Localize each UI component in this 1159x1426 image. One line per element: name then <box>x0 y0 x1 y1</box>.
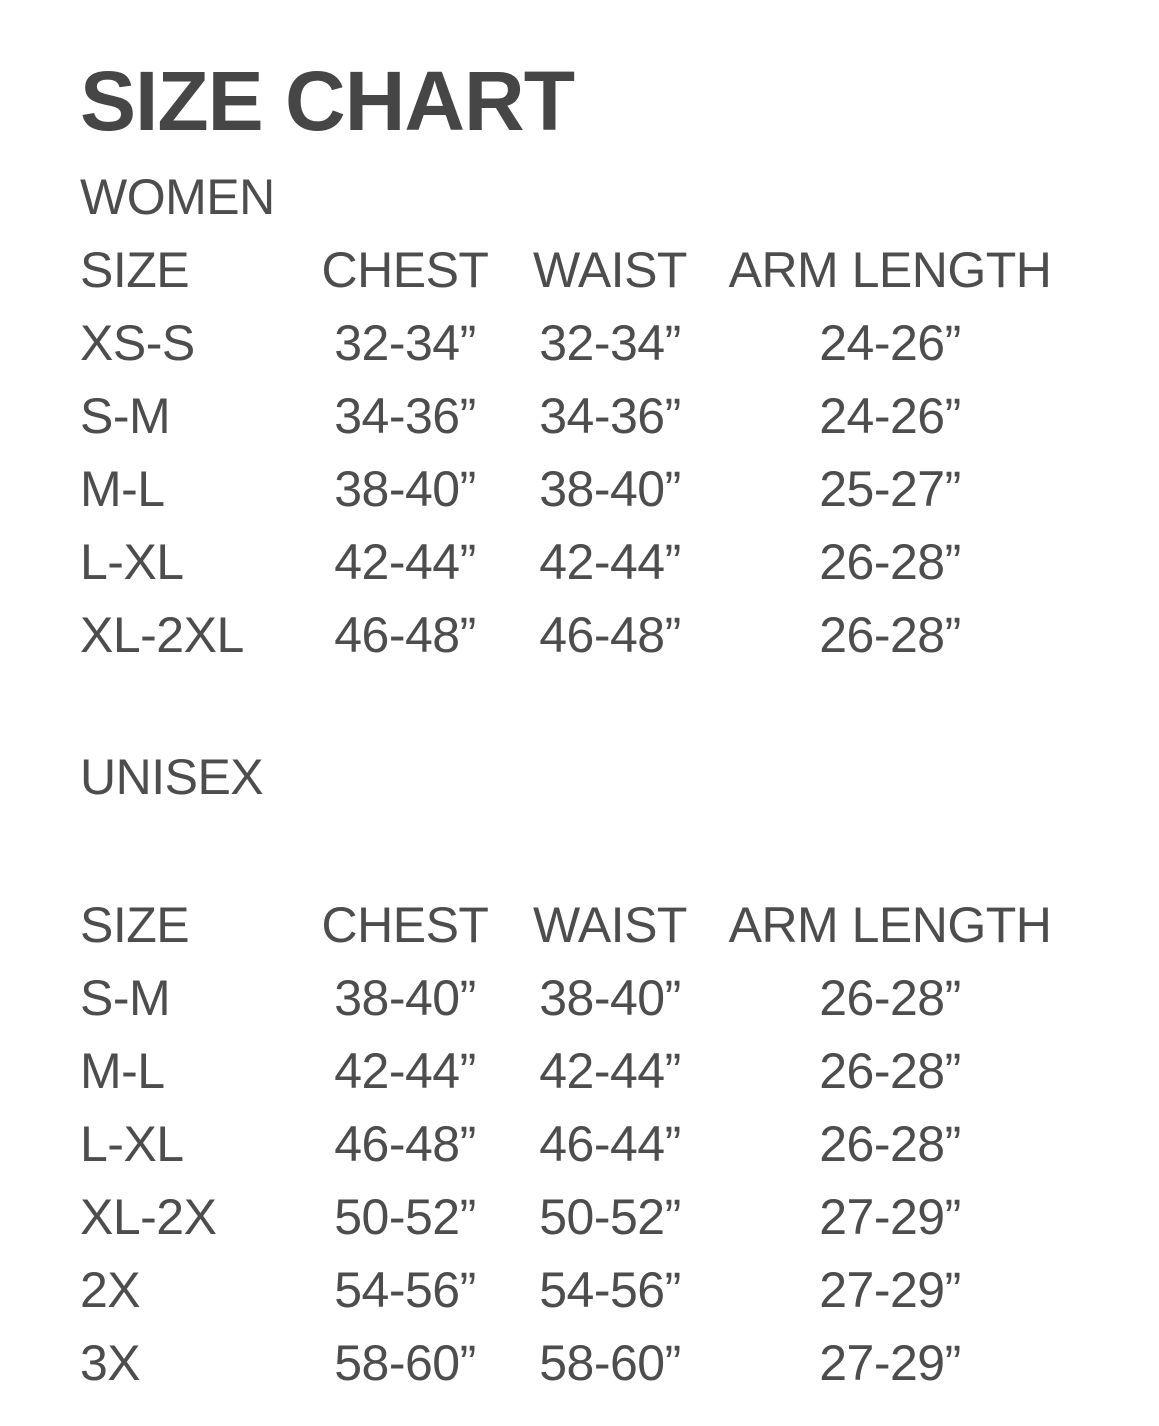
cell-arm-length: 26-28” <box>819 969 961 1026</box>
cell-size: XS-S <box>80 314 195 371</box>
table-row <box>80 961 1129 1034</box>
cell-chest: 46-48” <box>334 1115 476 1172</box>
column-header-chest: CHEST <box>321 241 489 298</box>
cell-size: 2X <box>80 1261 141 1318</box>
cell-size: S-M <box>80 969 171 1026</box>
column-header-waist: WAIST <box>533 241 687 298</box>
table-row <box>80 1107 1129 1180</box>
cell-size: XL-2XL <box>80 606 244 663</box>
section-label-row <box>80 740 1129 813</box>
cell-waist: 34-36” <box>539 387 681 444</box>
cell-chest: 38-40” <box>334 969 476 1026</box>
cell-arm-length: 26-28” <box>819 1042 961 1099</box>
table-row <box>80 525 1129 598</box>
cell-waist: 58-60” <box>539 1334 681 1391</box>
table-row <box>80 1253 1129 1326</box>
cell-waist: 38-40” <box>539 969 681 1026</box>
section-label-unisex: UNISEX <box>80 748 264 805</box>
cell-chest: 54-56” <box>334 1261 476 1318</box>
section-unisex <box>80 740 1129 1399</box>
cell-arm-length: 24-26” <box>819 387 961 444</box>
cell-arm-length: 27-29” <box>819 1261 961 1318</box>
cell-arm-length: 26-28” <box>819 533 961 590</box>
cell-chest: 38-40” <box>334 460 476 517</box>
cell-size: S-M <box>80 387 171 444</box>
cell-arm-length: 26-28” <box>819 1115 961 1172</box>
cell-waist: 50-52” <box>539 1188 681 1245</box>
table-body-women <box>80 306 1129 671</box>
column-header-arm-length: ARM LENGTH <box>728 241 1052 298</box>
cell-size: XL-2X <box>80 1188 217 1245</box>
cell-arm-length: 25-27” <box>819 460 961 517</box>
cell-arm-length: 27-29” <box>819 1334 961 1391</box>
section-label-women: WOMEN <box>80 168 275 225</box>
cell-waist: 54-56” <box>539 1261 681 1318</box>
cell-waist: 38-40” <box>539 460 681 517</box>
table-header-unisex <box>80 888 1129 961</box>
cell-waist: 32-34” <box>539 314 681 371</box>
section-label-row <box>80 160 1129 233</box>
column-header-arm-length: ARM LENGTH <box>728 896 1052 953</box>
table-row <box>80 1180 1129 1253</box>
page-title: SIZE CHART <box>80 54 574 148</box>
cell-waist: 46-44” <box>539 1115 681 1172</box>
table-row <box>80 1034 1129 1107</box>
cell-waist: 42-44” <box>539 1042 681 1099</box>
column-header-chest: CHEST <box>321 896 489 953</box>
cell-arm-length: 24-26” <box>819 314 961 371</box>
cell-size: L-XL <box>80 533 184 590</box>
table-row <box>80 1326 1129 1399</box>
cell-chest: 34-36” <box>334 387 476 444</box>
table-header-women <box>80 233 1129 306</box>
cell-chest: 42-44” <box>334 1042 476 1099</box>
cell-chest: 50-52” <box>334 1188 476 1245</box>
cell-arm-length: 27-29” <box>819 1188 961 1245</box>
cell-waist: 42-44” <box>539 533 681 590</box>
cell-chest: 46-48” <box>334 606 476 663</box>
cell-size: M-L <box>80 1042 165 1099</box>
cell-chest: 58-60” <box>334 1334 476 1391</box>
table-row <box>80 598 1129 671</box>
cell-chest: 42-44” <box>334 533 476 590</box>
cell-chest: 32-34” <box>334 314 476 371</box>
cell-waist: 46-48” <box>539 606 681 663</box>
cell-size: L-XL <box>80 1115 184 1172</box>
column-header-size: SIZE <box>80 896 190 953</box>
cell-arm-length: 26-28” <box>819 606 961 663</box>
table-row <box>80 452 1129 525</box>
cell-size: M-L <box>80 460 165 517</box>
cell-size: 3X <box>80 1334 141 1391</box>
table-row <box>80 306 1129 379</box>
table-row <box>80 379 1129 452</box>
table-body-unisex <box>80 961 1129 1399</box>
column-header-waist: WAIST <box>533 896 687 953</box>
column-header-size: SIZE <box>80 241 190 298</box>
section-women <box>80 160 1129 671</box>
